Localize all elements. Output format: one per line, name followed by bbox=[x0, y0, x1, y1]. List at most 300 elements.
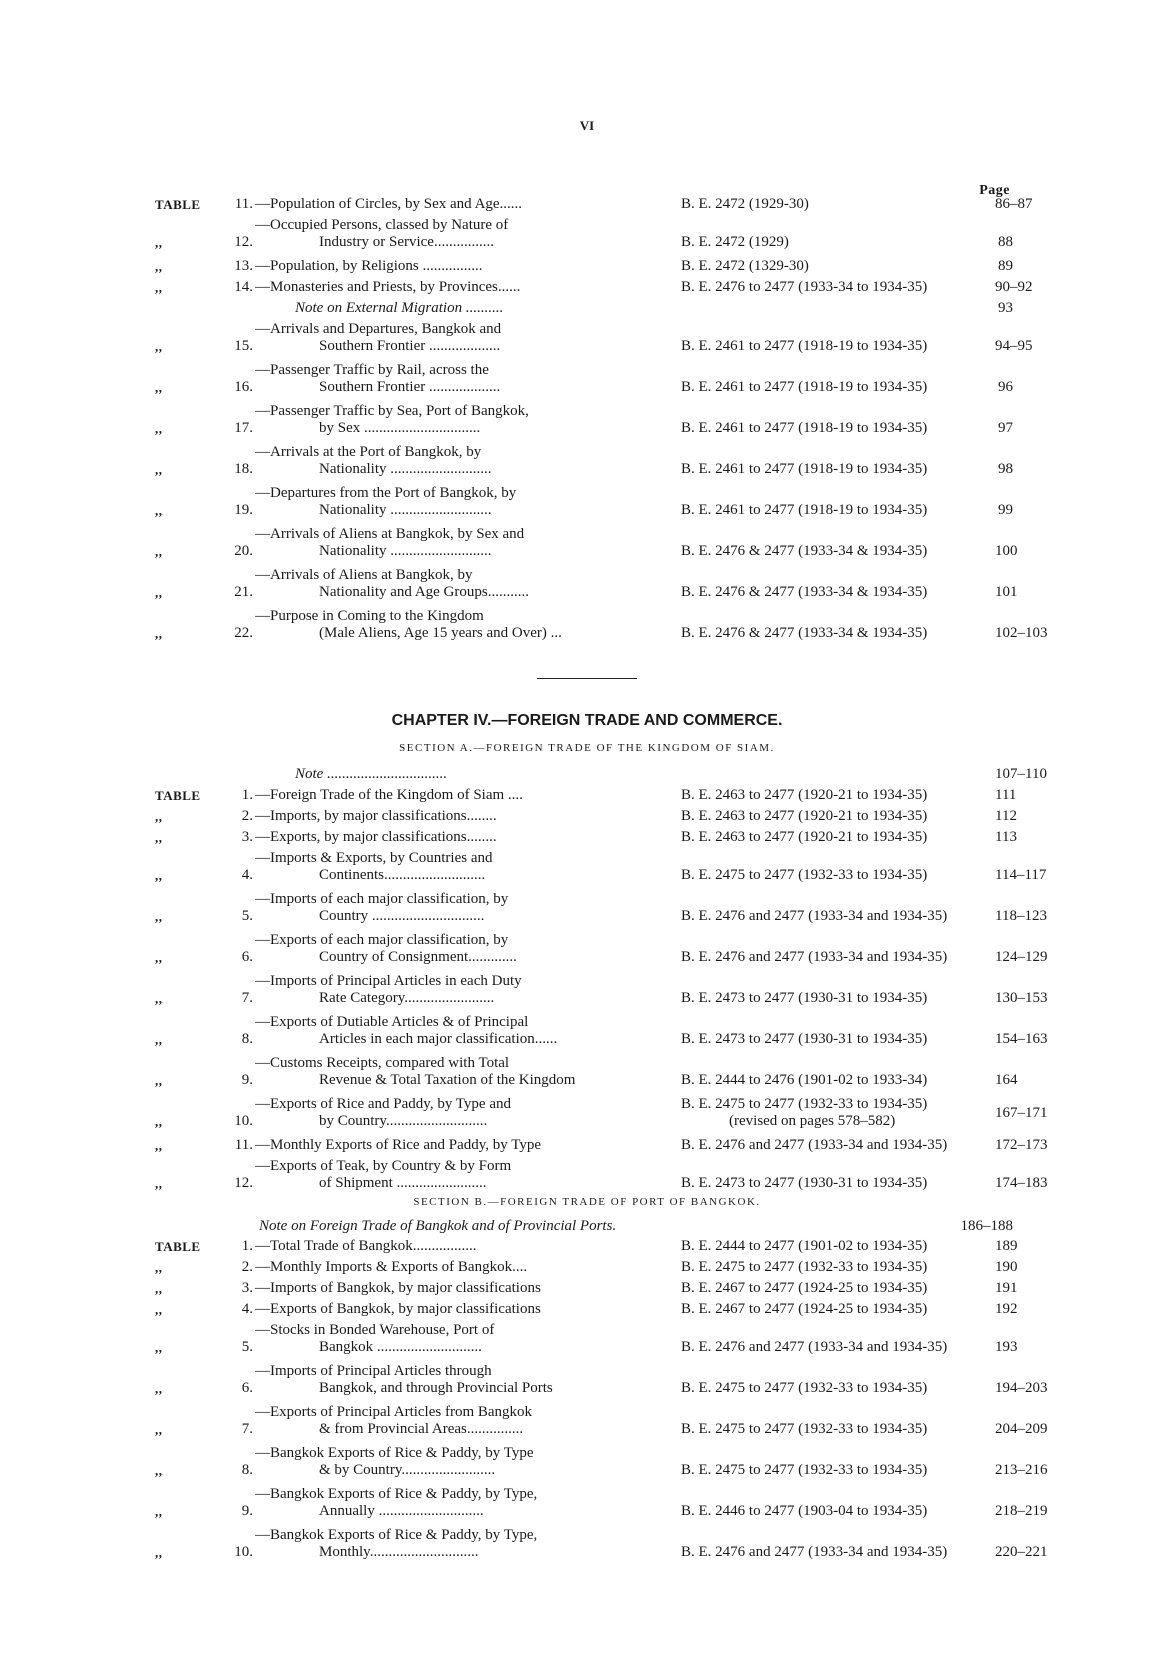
ditto-mark: ,, bbox=[155, 1138, 163, 1153]
table-title bbox=[255, 567, 621, 601]
table-title bbox=[255, 321, 621, 355]
table-number: 4. bbox=[241, 1301, 253, 1317]
section-a-title: SECTION A.—FOREIGN TRADE OF THE KINGDOM OF SIAM. bbox=[399, 742, 775, 754]
period-text: B. E. 2473 to 2477 (1930-31 to 1934-35) bbox=[681, 990, 928, 1006]
table-title bbox=[255, 258, 621, 275]
toc-row bbox=[155, 1259, 1018, 1276]
chapter-title: CHAPTER IV.—FOREIGN TRADE AND COMMERCE. bbox=[391, 712, 783, 729]
table-number: 16. bbox=[234, 379, 253, 395]
period-text: B. E. 2475 to 2477 (1932-33 to 1934-35) bbox=[681, 1421, 928, 1437]
table-title bbox=[255, 932, 621, 966]
period-text: B. E. 2476 & 2477 (1933-34 & 1934-35) bbox=[681, 543, 928, 559]
table-title bbox=[255, 485, 621, 519]
period bbox=[621, 1544, 995, 1561]
ditto-mark: ,, bbox=[155, 868, 163, 883]
title-line: Industry or Service................ bbox=[319, 234, 494, 250]
page-ref: 189 bbox=[995, 1238, 1018, 1254]
period-text: B. E. 2463 to 2477 (1920-21 to 1934-35) bbox=[681, 808, 928, 824]
table-label: TABLE bbox=[155, 788, 201, 803]
toc-section-a bbox=[155, 766, 1048, 1199]
period bbox=[621, 338, 995, 355]
period bbox=[621, 1175, 995, 1192]
table-title bbox=[255, 300, 621, 317]
ditto-mark: ,, bbox=[155, 1281, 163, 1296]
page-ref: 93 bbox=[998, 300, 1013, 316]
table-number: 15. bbox=[234, 338, 253, 354]
table-title bbox=[255, 196, 621, 213]
title-line: —Purpose in Coming to the Kingdom bbox=[255, 608, 484, 624]
table-title bbox=[255, 1404, 621, 1438]
page-ref: 192 bbox=[995, 1301, 1018, 1317]
table-number: 1. bbox=[241, 787, 253, 803]
period bbox=[621, 1072, 995, 1089]
title-line: Revenue & Total Taxation of the Kingdom bbox=[319, 1072, 576, 1088]
period-text: B. E. 2467 to 2477 (1924-25 to 1934-35) bbox=[681, 1301, 928, 1317]
ditto-mark: ,, bbox=[155, 339, 163, 354]
table-number: 19. bbox=[234, 502, 253, 518]
period-text: B. E. 2472 (1929) bbox=[681, 234, 789, 250]
table-number: 13. bbox=[234, 258, 253, 274]
table-title bbox=[255, 1137, 621, 1154]
period-text: B. E. 2475 to 2477 (1932-33 to 1934-35) bbox=[681, 1259, 928, 1275]
table-title bbox=[255, 1363, 621, 1397]
period-text: B. E. 2476 and 2477 (1933-34 and 1934-35) bbox=[681, 1339, 948, 1355]
title-line: —Population, by Religions ................ bbox=[255, 258, 483, 274]
page-ref: 172–173 bbox=[995, 1137, 1048, 1153]
table-number: 7. bbox=[241, 1421, 253, 1437]
table-title bbox=[255, 850, 621, 884]
title-line: —Customs Receipts, compared with Total bbox=[255, 1055, 510, 1071]
period-text: B. E. 2461 to 2477 (1918-19 to 1934-35) bbox=[681, 379, 928, 395]
page-ref: 101 bbox=[995, 584, 1018, 600]
period-text: B. E. 2461 to 2477 (1918-19 to 1934-35) bbox=[681, 420, 928, 436]
title-line: —Exports of Dutiable Articles & of Principal bbox=[255, 1014, 529, 1030]
title-line: & from Provincial Areas............... bbox=[319, 1421, 524, 1437]
toc-row bbox=[155, 321, 1033, 355]
toc-row bbox=[155, 1014, 1048, 1048]
title-line: of Shipment ........................ bbox=[319, 1175, 487, 1191]
table-title bbox=[255, 362, 621, 396]
toc-row bbox=[155, 1486, 1048, 1520]
toc-row bbox=[155, 766, 1047, 783]
ditto-mark: ,, bbox=[155, 585, 163, 600]
toc-row bbox=[155, 279, 1033, 296]
table-number: 18. bbox=[234, 461, 253, 477]
ditto-mark: ,, bbox=[155, 1340, 163, 1355]
table-title bbox=[255, 608, 621, 642]
title-line: Note ................................ bbox=[295, 766, 448, 782]
table-title bbox=[255, 444, 621, 478]
title-line: —Exports of Rice and Paddy, by Type and bbox=[255, 1096, 511, 1112]
title-line: Nationality ........................... bbox=[319, 502, 492, 518]
title-line: —Imports of Bangkok, by major classifications bbox=[255, 1280, 541, 1296]
period bbox=[621, 258, 995, 275]
title-line: Nationality ........................... bbox=[319, 461, 492, 477]
section-b-title: SECTION B.—FOREIGN TRADE OF PORT OF BANGKOK. bbox=[413, 1196, 761, 1208]
page-ref: 130–153 bbox=[995, 990, 1048, 1006]
table-title bbox=[255, 1055, 621, 1089]
toc-row bbox=[155, 1445, 1048, 1479]
period-text: B. E. 2446 to 2477 (1903-04 to 1934-35) bbox=[681, 1503, 928, 1519]
title-line: —Arrivals at the Port of Bangkok, by bbox=[255, 444, 482, 460]
period bbox=[621, 867, 995, 884]
page-column-heading: Page bbox=[979, 183, 1010, 198]
table-number: 3. bbox=[241, 1280, 253, 1296]
period-text: B. E. 2475 to 2477 (1932-33 to 1934-35) bbox=[681, 1096, 928, 1112]
table-label: TABLE bbox=[155, 1239, 201, 1254]
period-text: B. E. 2476 and 2477 (1933-34 and 1934-35) bbox=[681, 908, 948, 924]
page-ref: 90–92 bbox=[995, 279, 1033, 295]
title-line: Articles in each major classification...... bbox=[319, 1031, 558, 1047]
period bbox=[621, 584, 995, 601]
page-ref: 191 bbox=[995, 1280, 1018, 1296]
period bbox=[621, 234, 995, 251]
table-number: 11. bbox=[234, 1137, 253, 1153]
section-b-note-page: 186–188 bbox=[960, 1218, 1013, 1234]
ditto-mark: ,, bbox=[155, 1176, 163, 1191]
title-line: —Imports of Principal Articles in each Duty bbox=[255, 973, 522, 989]
period bbox=[621, 908, 995, 925]
toc-row bbox=[155, 1527, 1048, 1561]
toc-row bbox=[155, 258, 1013, 275]
page-ref: 114–117 bbox=[995, 867, 1047, 883]
ditto-mark: ,, bbox=[155, 1504, 163, 1519]
ditto-mark: ,, bbox=[155, 421, 163, 436]
page-number: VI bbox=[579, 118, 595, 133]
table-number: 12. bbox=[234, 1175, 253, 1191]
ditto-mark: ,, bbox=[155, 991, 163, 1006]
title-line: Southern Frontier ................... bbox=[319, 338, 501, 354]
period-text: B. E. 2476 and 2477 (1933-34 and 1934-35) bbox=[681, 949, 948, 965]
page-ref: 220–221 bbox=[995, 1544, 1048, 1560]
table-number: 6. bbox=[241, 949, 253, 965]
table-title bbox=[255, 1238, 621, 1255]
ditto-mark: ,, bbox=[155, 380, 163, 395]
title-line: —Exports, by major classifications........ bbox=[255, 829, 497, 845]
toc-row bbox=[155, 1280, 1018, 1297]
title-line: —Monthly Imports & Exports of Bangkok.... bbox=[255, 1259, 528, 1275]
ditto-mark: ,, bbox=[155, 503, 163, 518]
ditto-mark: ,, bbox=[155, 1302, 163, 1317]
page-ref: 174–183 bbox=[995, 1175, 1048, 1191]
table-number: 3. bbox=[241, 829, 253, 845]
page-ref: 98 bbox=[998, 461, 1013, 477]
period bbox=[621, 543, 995, 560]
title-line: Monthly............................. bbox=[319, 1544, 479, 1560]
table-title bbox=[255, 787, 621, 804]
period-text: B. E. 2475 to 2477 (1932-33 to 1934-35) bbox=[681, 1380, 928, 1396]
title-line: Nationality ........................... bbox=[319, 543, 492, 559]
table-number: 5. bbox=[241, 908, 253, 924]
toc-group-population bbox=[155, 196, 1048, 649]
period bbox=[621, 1096, 995, 1130]
title-line: —Exports of each major classification, by bbox=[255, 932, 509, 948]
page-ref: 94–95 bbox=[995, 338, 1033, 354]
toc-section-b bbox=[155, 1238, 1048, 1568]
title-line: Bangkok ............................ bbox=[319, 1339, 482, 1355]
table-title bbox=[255, 829, 621, 846]
period-text: B. E. 2476 and 2477 (1933-34 and 1934-35) bbox=[681, 1544, 948, 1560]
title-line: —Bangkok Exports of Rice & Paddy, by Type, bbox=[255, 1486, 538, 1502]
table-label: TABLE bbox=[155, 197, 201, 212]
ditto-mark: ,, bbox=[155, 1032, 163, 1047]
page-ref: 213–216 bbox=[995, 1462, 1048, 1478]
table-title bbox=[255, 973, 621, 1007]
toc-row bbox=[155, 787, 1017, 804]
period bbox=[621, 1380, 995, 1397]
title-line: —Bangkok Exports of Rice & Paddy, by Type bbox=[255, 1445, 534, 1461]
table-number: 20. bbox=[234, 543, 253, 559]
ditto-mark: ,, bbox=[155, 1422, 163, 1437]
title-line: —Exports of Bangkok, by major classifications bbox=[255, 1301, 541, 1317]
title-line: Continents........................... bbox=[319, 867, 486, 883]
section-b-note-row bbox=[155, 1218, 1013, 1235]
toc-row bbox=[155, 444, 1013, 478]
period-text: B. E. 2473 to 2477 (1930-31 to 1934-35) bbox=[681, 1175, 928, 1191]
title-line: Bangkok, and through Provincial Ports bbox=[319, 1380, 553, 1396]
toc-row bbox=[155, 850, 1047, 884]
period-text: B. E. 2463 to 2477 (1920-21 to 1934-35) bbox=[681, 829, 928, 845]
section-b-note-text: Note on Foreign Trade of Bangkok and of Provincial Ports. bbox=[259, 1218, 617, 1234]
page-ref: 100 bbox=[995, 543, 1018, 559]
table-title bbox=[255, 1322, 621, 1356]
page-ref: 124–129 bbox=[995, 949, 1048, 965]
title-line: —Imports of each major classification, by bbox=[255, 891, 509, 907]
page-ref: 164 bbox=[995, 1072, 1018, 1088]
period bbox=[621, 1259, 995, 1276]
title-line: by Sex ............................... bbox=[319, 420, 481, 436]
table-number: 2. bbox=[241, 808, 253, 824]
period-text: B. E. 2444 to 2477 (1901-02 to 1934-35) bbox=[681, 1238, 928, 1254]
ditto-mark: ,, bbox=[155, 950, 163, 965]
period bbox=[621, 1238, 995, 1255]
table-title bbox=[255, 808, 621, 825]
page-ref: 107–110 bbox=[995, 766, 1047, 782]
table-number: 10. bbox=[234, 1544, 253, 1560]
period bbox=[621, 949, 995, 966]
toc-row bbox=[155, 196, 1033, 213]
page-ref: 167–171 bbox=[995, 1104, 1048, 1121]
page-ref: 96 bbox=[998, 379, 1013, 395]
period bbox=[621, 279, 995, 296]
period bbox=[621, 829, 995, 846]
title-line: (Male Aliens, Age 15 years and Over) ... bbox=[319, 625, 562, 641]
page-ref: 102–103 bbox=[995, 625, 1048, 641]
title-line: Note on External Migration .......... bbox=[295, 300, 504, 316]
toc-row bbox=[155, 891, 1047, 925]
period bbox=[621, 1421, 995, 1438]
ditto-mark: ,, bbox=[155, 809, 163, 824]
title-line: —Occupied Persons, classed by Nature of bbox=[255, 217, 509, 233]
title-line: —Passenger Traffic by Rail, across the bbox=[255, 362, 489, 378]
title-line: & by Country......................... bbox=[319, 1462, 496, 1478]
table-number: 8. bbox=[241, 1462, 253, 1478]
period bbox=[621, 379, 995, 396]
table-title bbox=[255, 217, 621, 251]
title-line: Country of Consignment............. bbox=[319, 949, 517, 965]
title-line: Rate Category........................ bbox=[319, 990, 495, 1006]
table-number: 4. bbox=[241, 867, 253, 883]
toc-row bbox=[155, 1096, 1048, 1130]
ditto-mark: ,, bbox=[155, 280, 163, 295]
period bbox=[621, 1339, 995, 1356]
period bbox=[621, 1031, 995, 1048]
table-title bbox=[255, 1280, 621, 1297]
ditto-mark: ,, bbox=[155, 235, 163, 250]
period bbox=[621, 420, 995, 437]
period-text: B. E. 2476 & 2477 (1933-34 & 1934-35) bbox=[681, 625, 928, 641]
toc-row bbox=[155, 973, 1048, 1007]
period-text: B. E. 2461 to 2477 (1918-19 to 1934-35) bbox=[681, 502, 928, 518]
ditto-mark: ,, bbox=[155, 830, 163, 845]
title-line: —Monthly Exports of Rice and Paddy, by Type bbox=[255, 1137, 542, 1153]
ditto-mark: ,, bbox=[155, 626, 163, 641]
period-text: B. E. 2476 and 2477 (1933-34 and 1934-35) bbox=[681, 1137, 948, 1153]
page-ref: 113 bbox=[995, 829, 1017, 845]
page-ref: 193 bbox=[995, 1339, 1018, 1355]
table-number: 9. bbox=[241, 1503, 253, 1519]
table-number: 6. bbox=[241, 1380, 253, 1396]
toc-row bbox=[155, 485, 1013, 519]
table-title bbox=[255, 766, 621, 783]
ditto-mark: ,, bbox=[155, 909, 163, 924]
title-line: Annually ............................ bbox=[319, 1503, 484, 1519]
table-title bbox=[255, 1486, 621, 1520]
page-ref: 218–219 bbox=[995, 1503, 1048, 1519]
title-line: —Population of Circles, by Sex and Age...... bbox=[255, 196, 523, 212]
toc-row bbox=[155, 362, 1013, 396]
ditto-mark: ,, bbox=[155, 1381, 163, 1396]
page-ref: 154–163 bbox=[995, 1031, 1048, 1047]
page-ref: 204–209 bbox=[995, 1421, 1048, 1437]
title-line: Country .............................. bbox=[319, 908, 485, 924]
ditto-mark: ,, bbox=[155, 259, 163, 274]
period-text: B. E. 2461 to 2477 (1918-19 to 1934-35) bbox=[681, 461, 928, 477]
table-number: 1. bbox=[241, 1238, 253, 1254]
table-number: 22. bbox=[234, 625, 253, 641]
table-title bbox=[255, 1096, 621, 1130]
title-line: —Exports of Teak, by Country & by Form bbox=[255, 1158, 512, 1174]
toc-row bbox=[155, 1301, 1018, 1318]
ditto-mark: ,, bbox=[155, 1463, 163, 1478]
title-line: —Imports of Principal Articles through bbox=[255, 1363, 492, 1379]
toc-row bbox=[155, 1363, 1048, 1397]
period-text: B. E. 2472 (1929-30) bbox=[681, 196, 809, 212]
table-title bbox=[255, 279, 621, 296]
toc-row bbox=[155, 608, 1048, 642]
period-text: B. E. 2475 to 2477 (1932-33 to 1934-35) bbox=[681, 867, 928, 883]
title-line: —Stocks in Bonded Warehouse, Port of bbox=[255, 1322, 495, 1338]
period bbox=[621, 787, 995, 804]
title-line: —Arrivals and Departures, Bangkok and bbox=[255, 321, 502, 337]
title-line: —Departures from the Port of Bangkok, by bbox=[255, 485, 517, 501]
period bbox=[621, 502, 995, 519]
table-title bbox=[255, 1445, 621, 1479]
period bbox=[621, 461, 995, 478]
period-text: B. E. 2463 to 2477 (1920-21 to 1934-35) bbox=[681, 787, 928, 803]
table-number: 14. bbox=[234, 279, 253, 295]
table-number: 12. bbox=[234, 234, 253, 250]
table-number: 5. bbox=[241, 1339, 253, 1355]
title-line: —Passenger Traffic by Sea, Port of Bangkok, bbox=[255, 403, 529, 419]
toc-row bbox=[155, 1404, 1048, 1438]
page-ref: 99 bbox=[998, 502, 1013, 518]
period-text: B. E. 2476 to 2477 (1933-34 to 1934-35) bbox=[681, 279, 928, 295]
toc-row bbox=[155, 808, 1017, 825]
period-text: B. E. 2476 & 2477 (1933-34 & 1934-35) bbox=[681, 584, 928, 600]
title-line: —Arrivals of Aliens at Bangkok, by bbox=[255, 567, 473, 583]
table-title bbox=[255, 1527, 621, 1561]
ditto-mark: ,, bbox=[155, 1545, 163, 1560]
period bbox=[621, 1301, 995, 1318]
toc-row bbox=[155, 217, 1013, 251]
title-line: —Exports of Principal Articles from Bangkok bbox=[255, 1404, 533, 1420]
ditto-mark: ,, bbox=[155, 544, 163, 559]
period bbox=[621, 196, 995, 213]
ditto-mark: ,, bbox=[155, 1114, 163, 1129]
table-number: 8. bbox=[241, 1031, 253, 1047]
page-ref: 86–87 bbox=[995, 196, 1033, 212]
period bbox=[621, 808, 995, 825]
table-number: 17. bbox=[234, 420, 253, 436]
table-title bbox=[255, 526, 621, 560]
title-line: Southern Frontier ................... bbox=[319, 379, 501, 395]
period bbox=[621, 1503, 995, 1520]
toc-row bbox=[155, 1055, 1018, 1089]
period-note: (revised on pages 578–582) bbox=[729, 1113, 896, 1129]
table-title bbox=[255, 1301, 621, 1318]
period bbox=[621, 625, 995, 642]
title-line: by Country........................... bbox=[319, 1113, 488, 1129]
table-number: 10. bbox=[234, 1113, 253, 1129]
title-line: —Foreign Trade of the Kingdom of Siam .... bbox=[255, 787, 523, 803]
title-line: —Imports & Exports, by Countries and bbox=[255, 850, 493, 866]
table-title bbox=[255, 1259, 621, 1276]
page-ref: 112 bbox=[995, 808, 1017, 824]
page-ref: 190 bbox=[995, 1259, 1018, 1275]
table-number: 2. bbox=[241, 1259, 253, 1275]
toc-row bbox=[155, 403, 1013, 437]
toc-row bbox=[155, 1322, 1018, 1356]
title-line: —Imports, by major classifications........ bbox=[255, 808, 497, 824]
section-divider bbox=[537, 678, 637, 679]
table-title bbox=[255, 1014, 621, 1048]
toc-row bbox=[155, 567, 1018, 601]
period bbox=[621, 990, 995, 1007]
period-text: B. E. 2473 to 2477 (1930-31 to 1934-35) bbox=[681, 1031, 928, 1047]
period-text: B. E. 2475 to 2477 (1932-33 to 1934-35) bbox=[681, 1462, 928, 1478]
table-number: 7. bbox=[241, 990, 253, 1006]
toc-row bbox=[155, 1137, 1048, 1154]
table-number: 21. bbox=[234, 584, 253, 600]
ditto-mark: ,, bbox=[155, 1260, 163, 1275]
toc-row bbox=[155, 1158, 1048, 1192]
period-text: B. E. 2461 to 2477 (1918-19 to 1934-35) bbox=[681, 338, 928, 354]
page-ref: 111 bbox=[995, 787, 1017, 803]
table-number: 9. bbox=[241, 1072, 253, 1088]
title-line: Nationality and Age Groups........... bbox=[319, 584, 529, 600]
page-ref: 118–123 bbox=[995, 908, 1047, 924]
period-text: B. E. 2472 (1329-30) bbox=[681, 258, 809, 274]
period-text: B. E. 2444 to 2476 (1901-02 to 1933-34) bbox=[681, 1072, 928, 1088]
page-ref: 89 bbox=[998, 258, 1013, 274]
period bbox=[621, 1137, 995, 1154]
title-line: —Arrivals of Aliens at Bangkok, by Sex and bbox=[255, 526, 525, 542]
title-line: —Total Trade of Bangkok................. bbox=[255, 1238, 477, 1254]
title-line: —Bangkok Exports of Rice & Paddy, by Type, bbox=[255, 1527, 538, 1543]
ditto-mark: ,, bbox=[155, 1073, 163, 1088]
period-text: B. E. 2467 to 2477 (1924-25 to 1934-35) bbox=[681, 1280, 928, 1296]
